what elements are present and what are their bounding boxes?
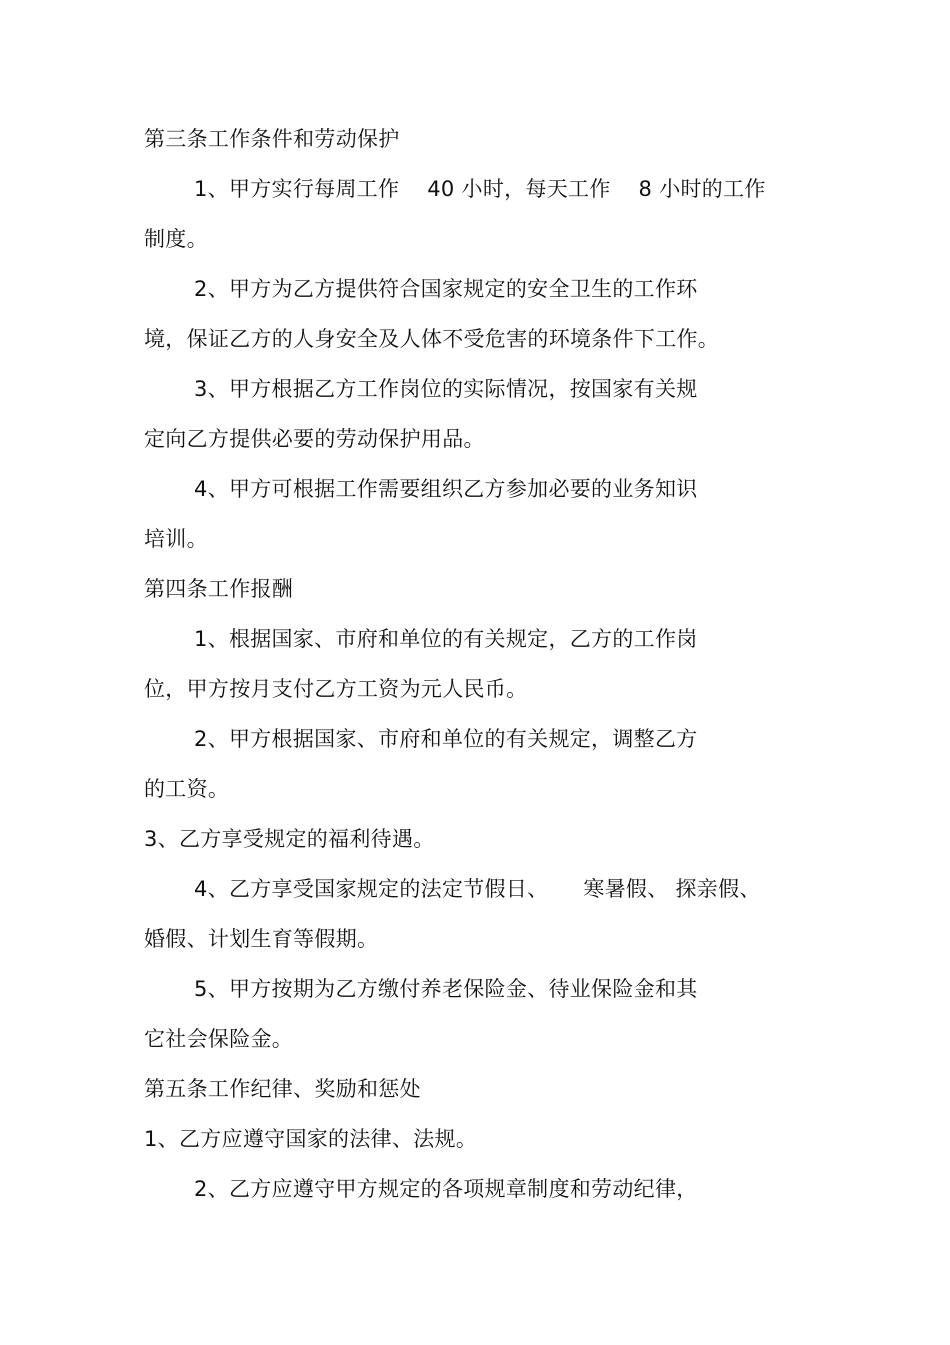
section-heading-3: 第三条工作条件和劳动保护 — [144, 127, 400, 151]
section-heading-4: 第四条工作报酬 — [144, 577, 294, 601]
paragraph-line: 4、甲方可根据工作需要组织乙方参加必要的业务知识 — [194, 477, 698, 501]
paragraph-line: 5、甲方按期为乙方缴付养老保险金、待业保险金和其 — [194, 977, 698, 1001]
paragraph-line: 位，甲方按月支付乙方工资为元人民币。 — [144, 677, 528, 701]
paragraph-line: 1、甲方实行每周工作 40 小时，每天工作 8 小时的工作 — [194, 177, 766, 201]
paragraph-line: 2、乙方应遵守甲方规定的各项规章制度和劳动纪律， — [194, 1177, 698, 1201]
paragraph-line: 2、甲方为乙方提供符合国家规定的安全卫生的工作环 — [194, 277, 698, 301]
paragraph-line: 3、甲方根据乙方工作岗位的实际情况，按国家有关规 — [194, 377, 698, 401]
paragraph-line: 培训。 — [144, 527, 208, 551]
paragraph-line: 3、乙方享受规定的福利待遇。 — [144, 827, 435, 851]
paragraph-line: 境，保证乙方的人身安全及人体不受危害的环境条件下工作。 — [144, 327, 720, 351]
paragraph-line: 定向乙方提供必要的劳动保护用品。 — [144, 427, 485, 451]
paragraph-line: 它社会保险金。 — [144, 1027, 294, 1051]
paragraph-line: 1、乙方应遵守国家的法律、法规。 — [144, 1127, 478, 1151]
paragraph-line: 制度。 — [144, 227, 208, 251]
paragraph-line: 婚假、计划生育等假期。 — [144, 927, 379, 951]
paragraph-line: 的工资。 — [144, 777, 230, 801]
paragraph-line: 2、甲方根据国家、市府和单位的有关规定，调整乙方 — [194, 727, 698, 751]
section-heading-5: 第五条工作纪律、奖励和惩处 — [144, 1077, 421, 1101]
paragraph-line: 4、乙方享受国家规定的法定节假日、 寒暑假、 探亲假、 — [194, 877, 761, 901]
paragraph-line: 1、根据国家、市府和单位的有关规定，乙方的工作岗 — [194, 627, 698, 651]
